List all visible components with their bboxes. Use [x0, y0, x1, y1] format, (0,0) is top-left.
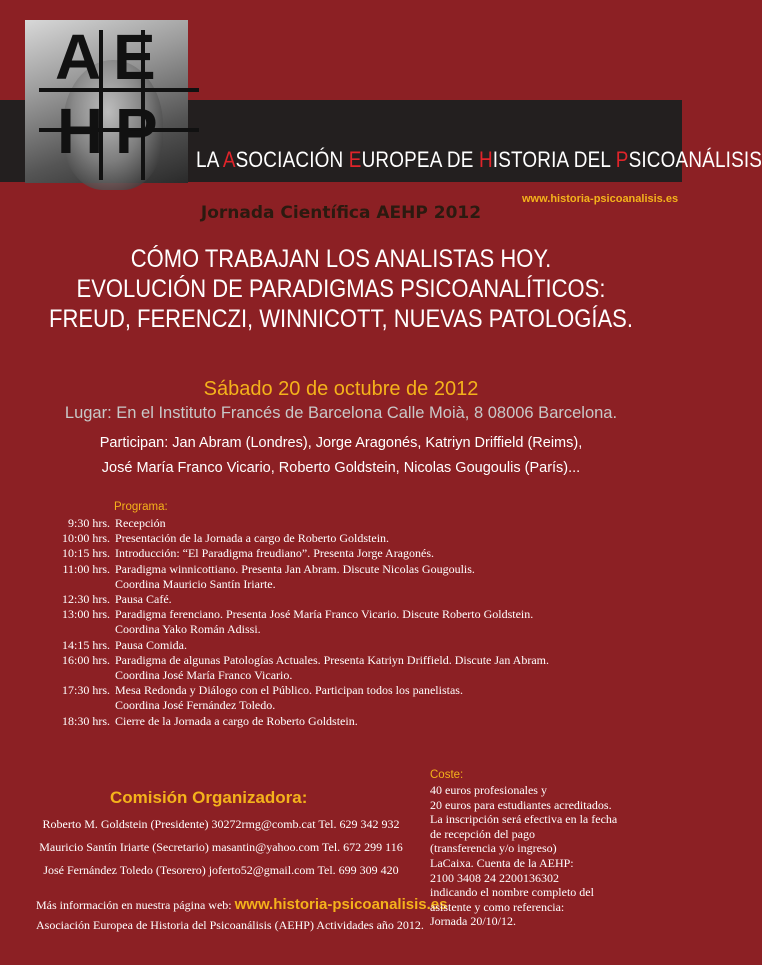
program-time-spacer: [40, 622, 115, 637]
aehp-logo: [25, 20, 188, 183]
program-text: Paradigma ferenciano. Presenta José María Franco Vicario. Discute Roberto Goldstein.: [115, 607, 534, 622]
event-place: Lugar: En el Instituto Francés de Barcelona Calle Moià, 8 08006 Barcelona.: [64, 404, 618, 422]
program-text: Introducción: “El Paradigma freudiano”. Presenta Jorge Aragonés.: [115, 546, 435, 561]
logo-letter-e: E: [113, 21, 154, 93]
program-row-extra: [40, 577, 660, 592]
program-row: [40, 531, 660, 546]
program-time: 12:30 hrs.: [62, 592, 110, 607]
jornada-title: Jornada Científica AEHP 2012: [200, 203, 482, 223]
participants: [0, 431, 682, 481]
program-text: Paradigma de algunas Patologías Actuales. Presenta Katriyn Driffield. Discute Jan Abram.: [115, 652, 550, 667]
cost-details: [430, 783, 670, 929]
logo-letters: [35, 21, 185, 184]
headline-line: FREUD, FERENCZI, WINNICOTT, NUEVAS PATOLOGÍAS.: [49, 305, 633, 333]
program-coordinator: Coordina José María Franco Vicario.: [115, 668, 293, 683]
cost-line: asistente y como referencia:: [430, 899, 565, 914]
cost-line: Jornada 20/10/12.: [430, 914, 516, 929]
member-line: José Fernández Toledo (Tesorero) joferto52@gmail.com Tel. 699 309 420: [43, 863, 399, 877]
program-row: [40, 516, 660, 531]
org-title-initial: P: [615, 147, 629, 172]
program-time: 10:15 hrs.: [62, 546, 110, 561]
program-time-spacer: [40, 668, 115, 683]
program-time: 14:15 hrs.: [62, 637, 110, 652]
program-time: 18:30 hrs.: [62, 713, 110, 728]
program-row: [40, 592, 660, 607]
logo-letter-p: P: [115, 95, 156, 167]
event-headline: [41, 244, 641, 334]
cost-line: indicando el nombre completo del: [430, 885, 594, 900]
activities-note: Asociación Europea de Historia del Psicoanálisis (AEHP) Actividades año 2012.: [36, 918, 424, 932]
more-info-link[interactable]: www.historia-psicoanalisis.es: [234, 896, 448, 913]
program-time-spacer: [40, 698, 115, 713]
participants-line: José María Franco Vicario, Roberto Goldstein, Nicolas Gougoulis (París)...: [101, 460, 581, 476]
member-line: Mauricio Santín Iriarte (Secretario) masantin@yahoo.com Tel. 672 299 116: [39, 840, 403, 854]
program-row-extra: [40, 668, 660, 683]
program-row-extra: [40, 622, 660, 637]
program-coordinator: Coordina Yako Román Adissi.: [115, 622, 261, 637]
commission-title: Comisión Organizadora:: [110, 788, 308, 807]
cost-line: (transferencia y/o ingreso): [430, 841, 557, 856]
program-row: [40, 714, 660, 729]
cost-line: 2100 3408 24 2200136302: [430, 870, 559, 885]
program-time: 13:00 hrs.: [62, 607, 110, 622]
program-row: [40, 546, 660, 561]
logo-letter-a: A: [55, 21, 100, 93]
program-time: 11:00 hrs.: [62, 561, 110, 576]
program-text: Presentación de la Jornada a cargo de Roberto Goldstein.: [115, 531, 390, 546]
organization-title: [196, 147, 762, 173]
org-title-part: UROPEA DE: [361, 147, 479, 172]
event-date: Sábado 20 de octubre de 2012: [203, 378, 479, 400]
program-text: Recepción: [115, 516, 166, 530]
cost-label: Coste:: [430, 769, 464, 781]
program-time: 9:30 hrs.: [68, 516, 110, 530]
cost-line: LaCaixa. Cuenta de la AEHP:: [430, 855, 574, 870]
cost-line: La inscripción será efectiva en la fecha: [430, 812, 618, 827]
commission-members: [36, 813, 406, 882]
program-row: [40, 653, 660, 668]
headline-line: CÓMO TRABAJAN LOS ANALISTAS HOY.: [130, 245, 552, 273]
program-coordinator: Coordina José Fernández Toledo.: [115, 698, 276, 713]
program-text: Mesa Redonda y Diálogo con el Público. Participan todos los panelistas.: [115, 683, 463, 698]
member-line: Roberto M. Goldstein (Presidente) 30272rmg@comb.cat Tel. 629 342 932: [42, 817, 400, 831]
program-row: [40, 638, 660, 653]
program-row: [40, 683, 660, 698]
program-time: 17:30 hrs.: [62, 683, 110, 698]
logo-letter-h: H: [57, 95, 102, 167]
program-coordinator: Coordina Mauricio Santín Iriarte.: [115, 576, 276, 591]
program-text: Pausa Café.: [115, 592, 172, 607]
more-info: [36, 896, 447, 913]
program-time: 10:00 hrs.: [62, 531, 110, 546]
program-text: Paradigma winnicottiano. Presenta Jan Abram. Discute Nicolas Gougoulis.: [115, 561, 475, 576]
org-title-initial: E: [348, 147, 362, 172]
participants-line: Participan: Jan Abram (Londres), Jorge Aragonés, Katriyn Driffield (Reims),: [99, 435, 583, 451]
website-link[interactable]: www.historia-psicoanalisis.es: [522, 193, 679, 205]
program-time: 16:00 hrs.: [62, 652, 110, 667]
org-title-initial: A: [222, 147, 236, 172]
org-title-part: ISTORIA DEL: [492, 147, 616, 172]
org-title-part: SOCIACIÓN: [235, 147, 349, 172]
program-label: Programa:: [114, 501, 168, 513]
program-list: [40, 516, 660, 729]
headline-line: EVOLUCIÓN DE PARADIGMAS PSICOANALÍTICOS:: [76, 275, 606, 303]
program-time-spacer: [40, 577, 115, 592]
org-title-initial: H: [478, 147, 493, 172]
cost-line: de recepción del pago: [430, 826, 535, 841]
cost-line: 40 euros profesionales y: [430, 783, 547, 797]
more-info-text: Más información en nuestra página web:: [36, 898, 235, 912]
program-row: [40, 562, 660, 577]
org-title-part: LA: [196, 147, 223, 172]
program-text: Cierre de la Jornada a cargo de Roberto Goldstein.: [115, 713, 358, 728]
program-row: [40, 607, 660, 622]
program-row-extra: [40, 698, 660, 713]
org-title-part: SICOANÁLISIS: [628, 147, 762, 172]
cost-line: 20 euros para estudiantes acreditados.: [430, 797, 612, 812]
program-text: Pausa Comida.: [115, 637, 187, 652]
